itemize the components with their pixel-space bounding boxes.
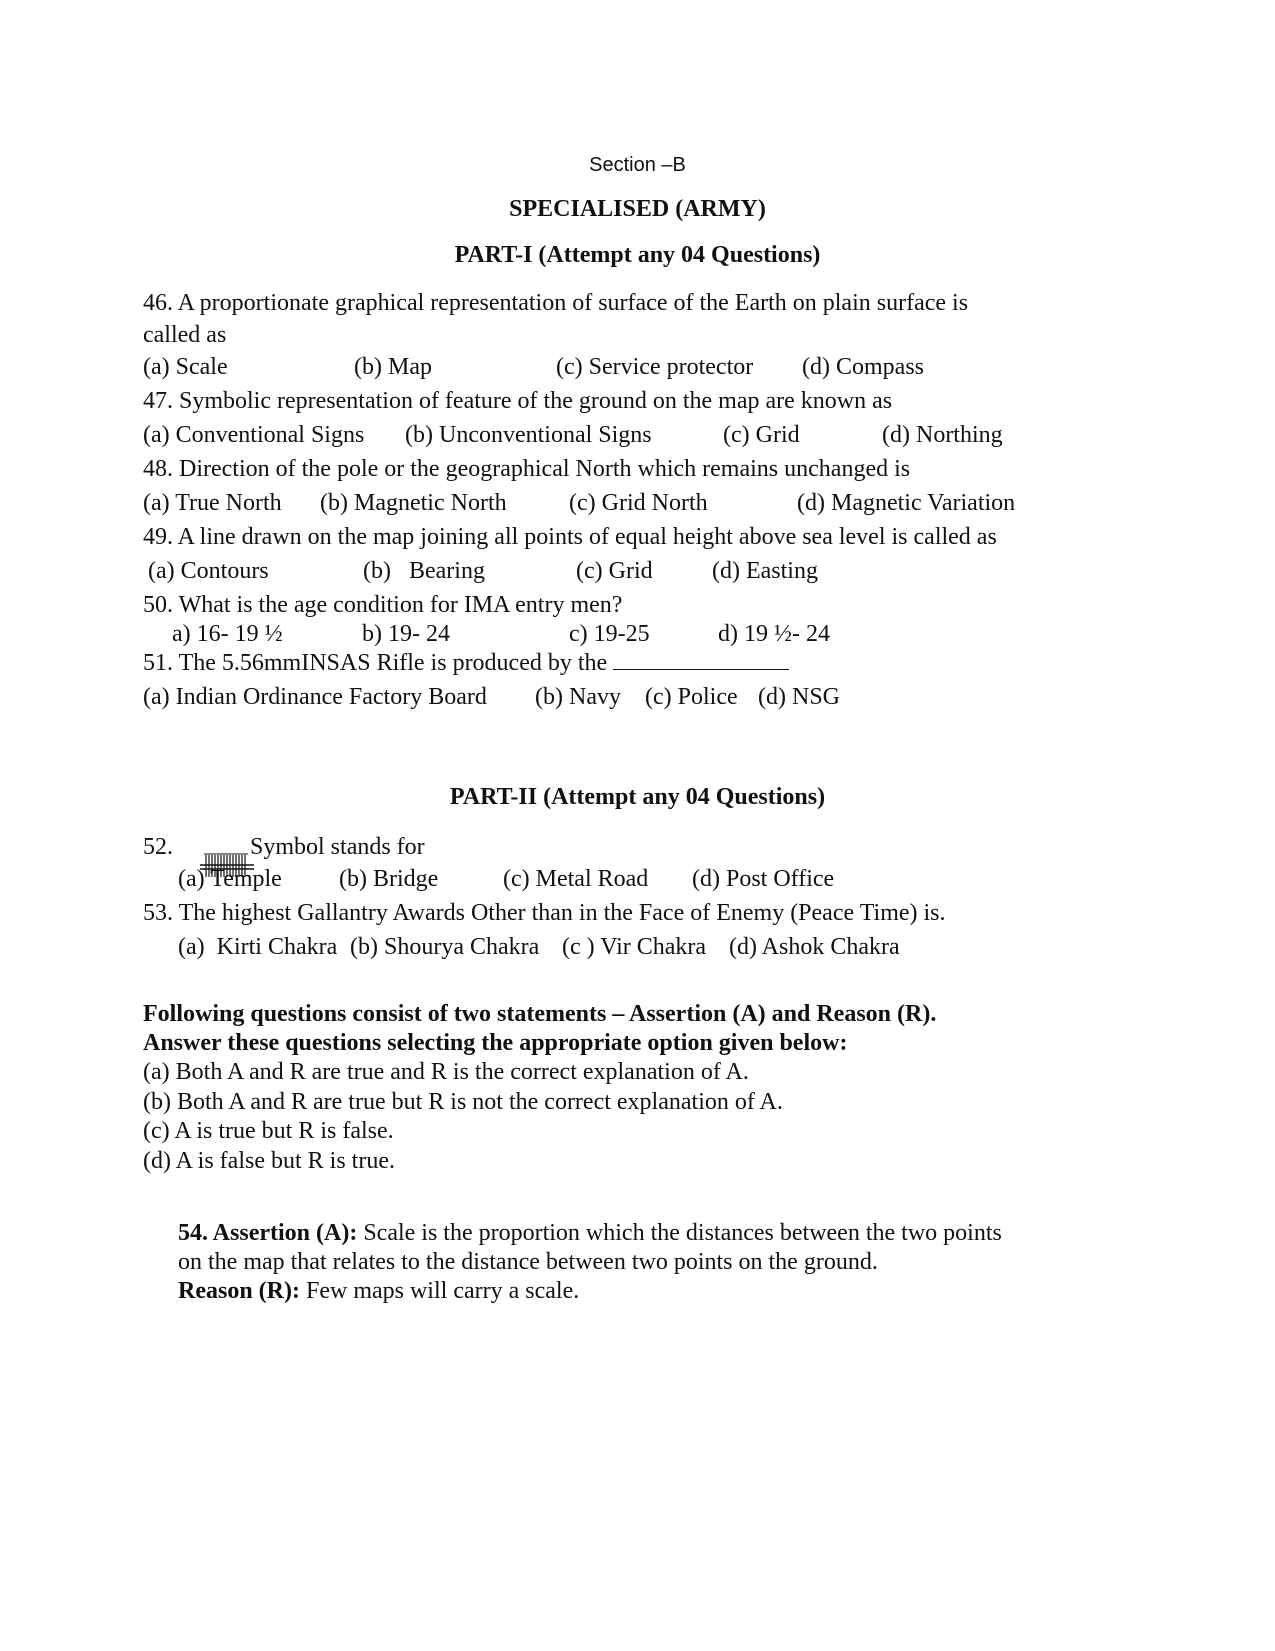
q48-option-b: (b) Magnetic North	[320, 490, 507, 516]
q52-option-c: (c) Metal Road	[503, 866, 649, 892]
assertion-option-d: (d) A is false but R is true.	[143, 1148, 395, 1174]
q52-option-b: (b) Bridge	[339, 866, 439, 892]
question-52-number: 52.	[143, 834, 173, 860]
q52-option-d: (d) Post Office	[692, 866, 835, 892]
q46-option-d: (d) Compass	[802, 354, 924, 380]
question-47-text: 47. Symbolic representation of feature of the ground on the map are known as	[143, 388, 893, 414]
assertion-text: Scale is the proportion which the distances between the two points	[357, 1220, 1002, 1246]
q47-option-b: (b) Unconventional Signs	[405, 422, 652, 448]
q51-option-a: (a) Indian Ordinance Factory Board	[143, 684, 487, 710]
question-51-label: 51. The 5.56mmINSAS Rifle is produced by the	[143, 650, 608, 676]
q51-option-c: (c) Police	[645, 684, 738, 710]
part1-heading: PART-I (Attempt any 04 Questions)	[454, 242, 821, 268]
assertion-instructions-line2: Answer these questions selecting the appropriate option given below:	[143, 1030, 848, 1056]
question-53-text: 53. The highest Gallantry Awards Other than in the Face of Enemy (Peace Time) is.	[143, 900, 946, 926]
q46-option-a: (a) Scale	[143, 354, 228, 380]
question-49-text: 49. A line drawn on the map joining all points of equal height above sea level is called as	[143, 524, 997, 550]
question-50-text: 50. What is the age condition for IMA entry men?	[143, 592, 623, 618]
part2-heading: PART-II (Attempt any 04 Questions)	[449, 784, 826, 810]
q50-option-a: a) 16- 19 ½	[172, 621, 283, 647]
answer-blank	[613, 649, 789, 670]
q47-option-a: (a) Conventional Signs	[143, 422, 365, 448]
question-52-text: Symbol stands for	[250, 834, 425, 860]
q47-option-c: (c) Grid	[723, 422, 800, 448]
section-heading: Section –B	[589, 154, 686, 176]
q49-option-c: (c) Grid	[576, 558, 653, 584]
question-46-text: 46. A proportionate graphical representation of surface of the Earth on plain surface is	[143, 290, 969, 316]
question-54-assertion-cont: on the map that relates to the distance between two points on the ground.	[178, 1249, 878, 1275]
q48-option-c: (c) Grid North	[569, 490, 708, 516]
q50-option-c: c) 19-25	[569, 621, 650, 647]
question-54-reason	[178, 1276, 579, 1306]
q47-option-d: (d) Northing	[882, 422, 1003, 448]
question-48-text: 48. Direction of the pole or the geographical North which remains unchanged is	[143, 456, 911, 482]
assertion-option-b: (b) Both A and R are true but R is not the correct explanation of A.	[143, 1089, 783, 1115]
q52-option-a: (a) Temple	[178, 866, 282, 892]
q49-option-a: (a) Contours	[148, 558, 269, 584]
assertion-instructions-line1: Following questions consist of two statements – Assertion (A) and Reason (R).	[143, 1001, 937, 1027]
assertion-label: 54. Assertion (A):	[178, 1220, 358, 1246]
q49-option-b: (b) Bearing	[363, 558, 485, 584]
q53-option-b: (b) Shourya Chakra	[350, 934, 540, 960]
q53-option-d: (d) Ashok Chakra	[729, 934, 900, 960]
q48-option-a: (a) True North	[143, 490, 282, 516]
assertion-option-c: (c) A is true but R is false.	[143, 1118, 394, 1144]
section-title: SPECIALISED (ARMY)	[509, 196, 766, 222]
q51-option-b: (b) Navy	[535, 684, 621, 710]
question-51-text	[143, 648, 789, 678]
q51-option-d: (d) NSG	[758, 684, 840, 710]
question-46-text-cont: called as	[143, 322, 227, 348]
q50-option-d: d) 19 ½- 24	[718, 621, 830, 647]
q50-option-b: b) 19- 24	[362, 621, 450, 647]
q49-option-d: (d) Easting	[712, 558, 818, 584]
q46-option-c: (c) Service protector	[556, 354, 754, 380]
reason-label: Reason (R):	[178, 1278, 300, 1304]
q53-option-a: (a) Kirti Chakra	[178, 934, 338, 960]
q46-option-b: (b) Map	[354, 354, 432, 380]
question-54-assertion	[178, 1218, 1002, 1248]
assertion-option-a: (a) Both A and R are true and R is the correct explanation of A.	[143, 1059, 749, 1085]
q53-option-c: (c ) Vir Chakra	[562, 934, 707, 960]
reason-text: Few maps will carry a scale.	[299, 1278, 580, 1304]
q48-option-d: (d) Magnetic Variation	[797, 490, 1016, 516]
